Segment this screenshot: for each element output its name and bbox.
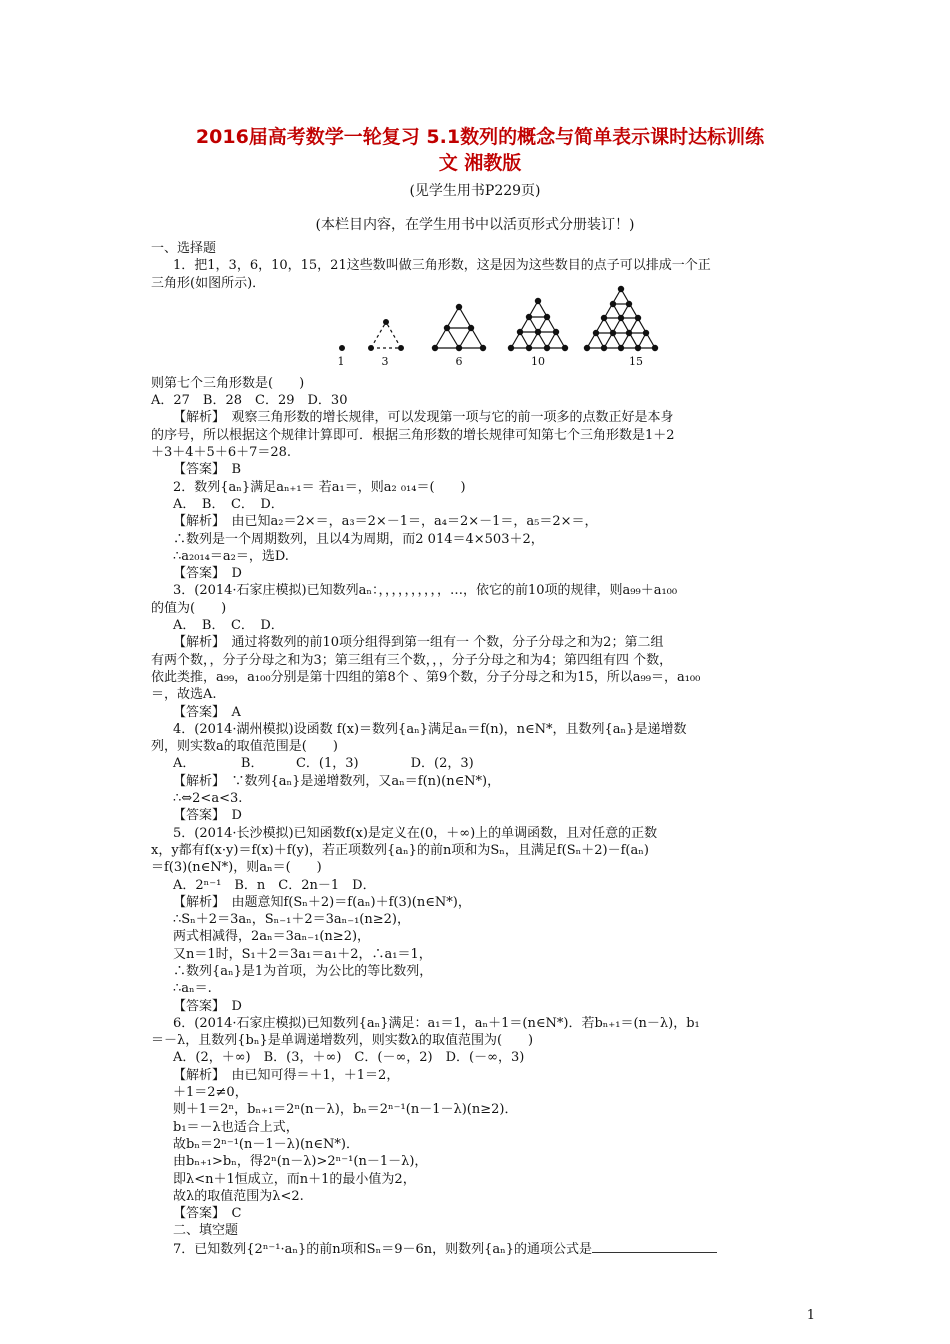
triangle-10	[508, 298, 567, 350]
triangle-15	[584, 286, 657, 350]
title-line-2: 文 湘教版	[438, 152, 522, 174]
analysis-line: 【解析】 由已知可得＝＋1，＋1＝2，	[173, 1067, 400, 1083]
analysis-line: 依此类推，a₉₉，a₁₀₀分别是第十四组的第8个 、第9个数，分子分母之和为15，所以a₉₉＝，a₁₀₀	[151, 669, 701, 685]
question-line: 的值为( )	[151, 600, 227, 616]
triangular-numbers-figure	[325, 285, 670, 369]
options-line: A． B． C． D．	[173, 496, 284, 512]
question-line: ＝－λ，且数列{bₙ}是单调递增数列，则实数λ的取值范围为( )	[151, 1033, 534, 1049]
dot	[340, 346, 345, 351]
figure-label: 10	[531, 355, 545, 368]
triangle-6	[432, 304, 485, 350]
analysis-line: 故bₙ＝2ⁿ⁻¹(n－1－λ)(n∈N*)．	[173, 1136, 359, 1152]
analysis-line: ∴Sₙ＋2＝3aₙ，Sₙ₋₁＋2＝3aₙ₋₁(n≥2)，	[173, 912, 410, 928]
question-line: x，y都有f(x·y)＝f(x)＋f(y)，若正项数列{aₙ}的前n项和为Sₙ，且满足f(Sₙ＋2)－f(aₙ)	[151, 842, 649, 858]
answer-line: 【答案】 C	[173, 1206, 242, 1222]
analysis-line: 又n＝1时，S₁＋2＝3a₁＝a₁＋2，∴a₁＝1，	[173, 946, 432, 962]
section-heading: 二、填空题	[173, 1223, 239, 1239]
figure-label: 15	[629, 355, 643, 368]
figure-label: 3	[381, 355, 389, 368]
answer-line: 【答案】 B	[173, 462, 242, 478]
question-4: 4．(2014·湖州模拟)设函数 f(x)＝数列{aₙ}满足aₙ＝f(n)，n∈N*，且数列{aₙ}是递增数	[173, 721, 687, 737]
question-line: 列，则实数a的取值范围是( )	[151, 739, 338, 755]
triangle-3	[369, 320, 404, 351]
analysis-line: ∴数列是一个周期数列，且以4为周期，而2 014＝4×503＋2，	[173, 531, 544, 547]
figure-label: 6	[455, 355, 463, 368]
analysis-line: b₁＝－λ也适合上式，	[173, 1119, 299, 1135]
analysis-line: ∴数列{aₙ}是1为首项，为公比的等比数列，	[173, 963, 433, 979]
book-reference: (见学生用书P229页)	[409, 183, 541, 199]
section-heading: 一、选择题	[151, 241, 217, 256]
options-line: A．(2，＋∞) B．(3，＋∞) C．(－∞，2) D．(－∞，3)	[173, 1050, 525, 1066]
options-line: A． B． C．(1，3) D．(2，3)	[173, 756, 474, 772]
title-line-1: 2016届高考数学一轮复习 5.1数列的概念与简单表示课时达标训练	[195, 126, 765, 148]
question-6: 6．(2014·石家庄模拟)已知数列{aₙ}满足：a₁＝1，aₙ＋1＝(n∈N*)．若bₙ₊₁＝(n－λ)，b₁	[173, 1015, 700, 1031]
question-7	[173, 1240, 813, 1258]
question-line: ＝f(3)(n∈N*)，则aₙ＝( )	[151, 860, 322, 876]
analysis-line: ∴⇔2<a<3.	[173, 791, 243, 807]
figure-label: 1	[337, 355, 345, 368]
question-1-analysis: 【解析】 观察三角形数的增长规律，可以发现第一项与它的前一项多的点数正好是本身	[173, 410, 674, 426]
answer-line: 【答案】 A	[173, 704, 241, 720]
analysis-line: ＋3＋4＋5＋6＋7＝28.	[151, 445, 292, 461]
analysis-line: 两式相减得，2aₙ＝3aₙ₋₁(n≥2)，	[173, 929, 371, 945]
exercise-body	[151, 240, 813, 1258]
question-1: 1．把1，3，6，10，15，21这些数叫做三角形数，这是因为这些数目的点子可以排成一个正	[173, 258, 711, 274]
analysis-line: ＋1＝2≠0，	[173, 1085, 248, 1101]
question-3: 3．(2014·石家庄模拟)已知数列aₙ：，，，，，，，，，，…，依它的前10项的规律，则a₉₉＋a₁₀₀	[173, 583, 678, 599]
analysis-line: ∴a₂₀₁₄＝a₂＝，选D.	[173, 548, 289, 564]
analysis-line: 的序号，所以根据这个规律计算即可．根据三角形数的增长规律可知第七个三角形数是1＋2	[151, 427, 675, 443]
analysis-line: ∴aₙ＝.	[173, 981, 212, 997]
analysis-line: 有两个数，，分子分母之和为3；第三组有三个数，，，分子分母之和为4；第四组有四 个数，	[151, 652, 673, 668]
options-line: A．2ⁿ⁻¹ B．n C．2n－1 D．	[173, 877, 376, 893]
question-5: 5．(2014·长沙模拟)已知函数f(x)是定义在(0，＋∞)上的单调函数，且对任意的正数	[173, 825, 658, 841]
question-1-cont: 三角形(如图所示)．	[151, 275, 266, 291]
analysis-line: 【解析】 由题意知f(Sₙ＋2)＝f(aₙ)＋f(3)(n∈N*)，	[173, 894, 471, 910]
question-1-ask: 则第七个三角形数是( )	[151, 375, 305, 391]
question-1-options: A．27 B．28 C．29 D．30	[151, 393, 348, 409]
analysis-line: 【解析】 通过将数列的前10项分组得到第一组有一 个数，分子分母之和为2；第二组	[173, 635, 664, 651]
analysis-line: 则＋1＝2ⁿ，bₙ₊₁＝2ⁿ(n－λ)，bₙ＝2ⁿ⁻¹(n－1－λ)(n≥2)．	[173, 1102, 518, 1118]
answer-line: 【答案】 D	[173, 808, 242, 824]
analysis-line: 【解析】 由已知a₂＝2×＝，a₃＝2×－1＝，a₄＝2×－1＝，a₅＝2×＝，	[173, 514, 598, 530]
answer-line: 【答案】 D	[173, 998, 242, 1014]
page-number: 1	[806, 1308, 815, 1323]
document-title	[100, 124, 860, 176]
question-2: 2．数列{aₙ}满足aₙ₊₁＝ 若a₁＝，则a₂ ₀₁₄＝( )	[173, 479, 466, 495]
binding-note: (本栏目内容，在学生用书中以活页形式分册装订！)	[315, 217, 635, 233]
answer-blank	[592, 1240, 717, 1253]
analysis-line: 故λ的取值范围为λ<2.	[173, 1188, 304, 1204]
analysis-line: 即λ<n＋1恒成立，而n＋1的最小值为2，	[173, 1171, 416, 1187]
answer-line: 【答案】 D	[173, 566, 242, 582]
options-line: A． B． C． D．	[173, 618, 284, 634]
analysis-line: 由bₙ₊₁>bₙ，得2ⁿ(n－λ)>2ⁿ⁻¹(n－1－λ)，	[173, 1154, 428, 1170]
analysis-line: ＝，故选A.	[151, 687, 217, 703]
analysis-line: 【解析】 ∵数列{aₙ}是递增数列，又aₙ＝f(n)(n∈N*)，	[173, 773, 501, 789]
question-7-text: 7．已知数列{2ⁿ⁻¹·aₙ}的前n项和Sₙ＝9－6n，则数列{aₙ}的通项公式是	[173, 1241, 593, 1257]
